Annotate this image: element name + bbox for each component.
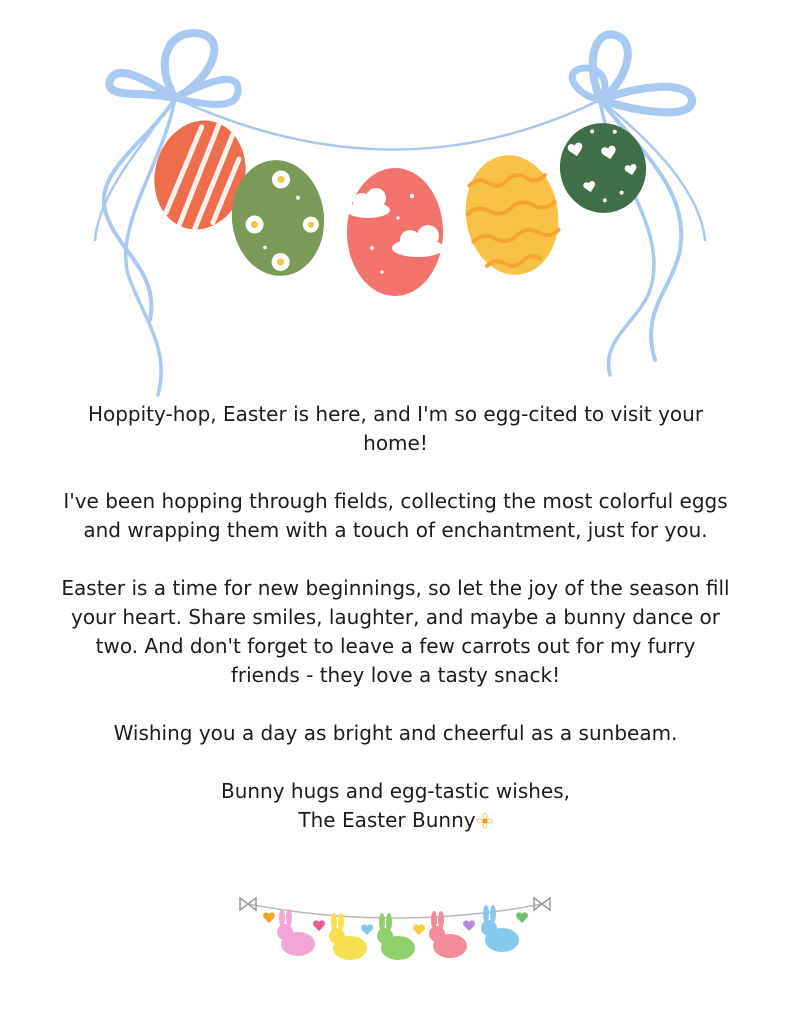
letter-paragraph-4: Wishing you a day as bright and cheerful as a sunbeam. bbox=[113, 721, 678, 745]
letter-paragraph-3: Easter is a time for new beginnings, so let the joy of the season fill your heart. Share smiles, laughter, and maybe a bunny dance or two. And don't forget to leave a few carrots out for my furry friends - they love a tasty snack! bbox=[61, 576, 730, 687]
letter-signature-line bbox=[60, 806, 731, 835]
letter-signature-block bbox=[60, 777, 731, 835]
coral-cloud-egg-icon bbox=[346, 168, 444, 296]
letter-signature: The Easter Bunny bbox=[298, 808, 476, 832]
pink-bunny-icon bbox=[277, 909, 315, 956]
green-bunny-icon bbox=[377, 913, 415, 960]
letter-paragraph-2: I've been hopping through fields, collecting the most colorful eggs and wrapping them with a touch of enchantment, just for you. bbox=[63, 489, 728, 542]
letter-closing: Bunny hugs and egg-tastic wishes, bbox=[220, 779, 571, 803]
yellow-wavy-egg-icon bbox=[458, 149, 566, 281]
left-bow-icon bbox=[240, 898, 256, 910]
letter-paragraph-1: Hoppity-hop, Easter is here, and I'm so egg-cited to visit your home! bbox=[87, 402, 704, 455]
daisy-flower-icon bbox=[477, 813, 493, 829]
bunny-bunting bbox=[230, 890, 560, 970]
blue-bunny-icon bbox=[481, 905, 519, 952]
yellow-bunny-icon bbox=[329, 913, 367, 960]
easter-letter bbox=[60, 400, 731, 835]
bunting-string bbox=[248, 904, 542, 918]
easter-egg-garland bbox=[0, 0, 791, 400]
right-bow-icon bbox=[534, 898, 550, 910]
coral-bunny-icon bbox=[429, 911, 467, 958]
garland-string bbox=[175, 98, 600, 150]
